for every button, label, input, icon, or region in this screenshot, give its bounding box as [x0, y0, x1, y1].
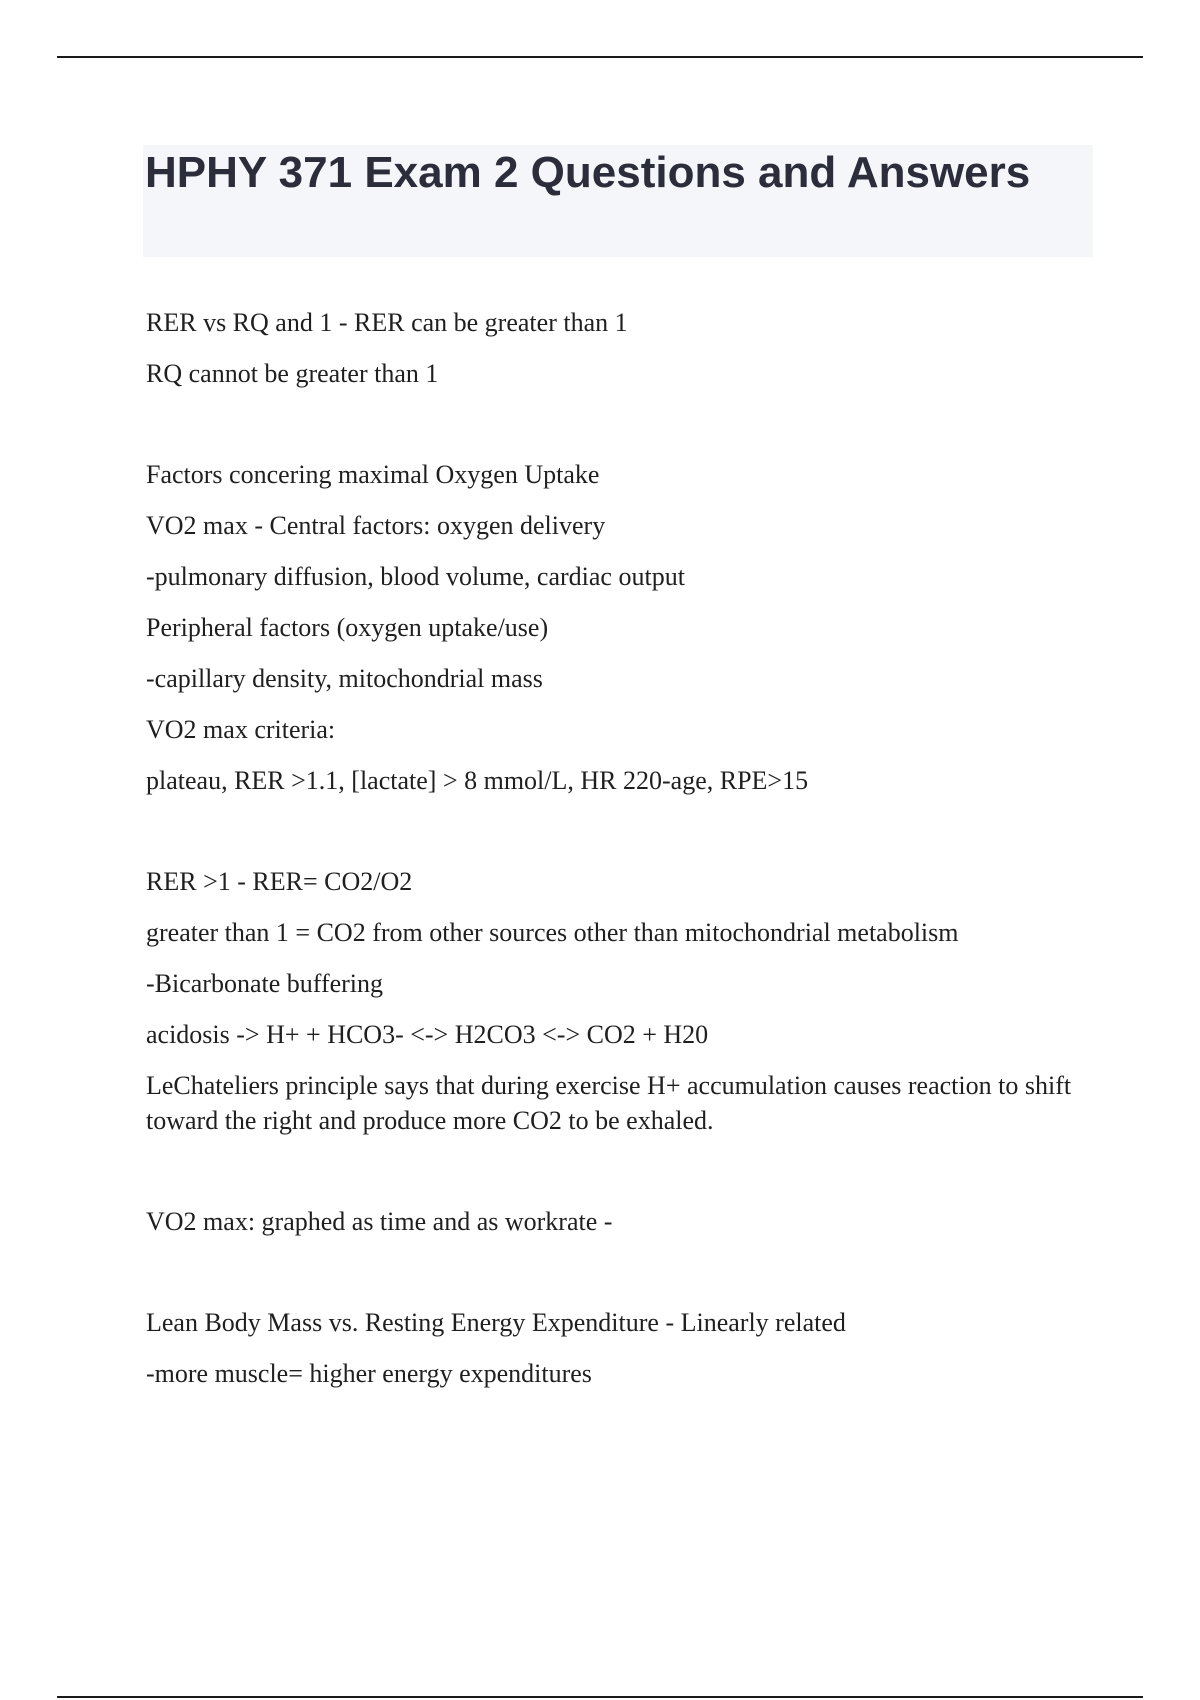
text-line: VO2 max: graphed as time and as workrate - [146, 1207, 613, 1236]
text-line: RER >1 - RER= CO2/O2 [146, 867, 413, 896]
text-line: RQ cannot be greater than 1 [146, 359, 439, 388]
text-line: VO2 max - Central factors: oxygen delivery [146, 511, 606, 540]
text-line: Peripheral factors (oxygen uptake/use) [146, 613, 549, 642]
text-line: Lean Body Mass vs. Resting Energy Expenditure - Linearly related [146, 1308, 846, 1337]
qa-block [146, 864, 1076, 1138]
text-line: Factors concering maximal Oxygen Uptake [146, 460, 600, 489]
text-line: -more muscle= higher energy expenditures [146, 1359, 592, 1388]
text-line: -pulmonary diffusion, blood volume, cardiac output [146, 562, 685, 591]
block-spacer [146, 1255, 1076, 1305]
top-rule [57, 56, 1143, 58]
text-line: -Bicarbonate buffering [146, 969, 384, 998]
block-spacer [146, 814, 1076, 864]
text-line: acidosis -> H+ + HCO3- <-> H2CO3 <-> CO2 + H20 [146, 1020, 709, 1049]
text-line: plateau, RER >1.1, [lactate] > 8 mmol/L, HR 220-age, RPE>15 [146, 766, 809, 795]
qa-block [146, 1204, 1076, 1239]
text-line: -capillary density, mitochondrial mass [146, 664, 543, 693]
text-line: LeChateliers principle says that during exercise H+ accumulation causes reaction to shift toward the right and produce more CO2 to be exhaled. [146, 1071, 1072, 1135]
text-line: RER vs RQ and 1 - RER can be greater than 1 [146, 308, 628, 337]
bottom-rule [57, 1696, 1143, 1698]
title-banner [143, 145, 1093, 257]
block-spacer [146, 407, 1076, 457]
block-spacer [146, 1154, 1076, 1204]
qa-block [146, 305, 1076, 391]
page-title: HPHY 371 Exam 2 Questions and Answers [145, 148, 1031, 197]
qa-block [146, 457, 1076, 798]
qa-block [146, 1305, 1076, 1391]
text-line: VO2 max criteria: [146, 715, 336, 744]
text-line: greater than 1 = CO2 from other sources other than mitochondrial metabolism [146, 918, 959, 947]
document-body [146, 305, 1076, 1407]
